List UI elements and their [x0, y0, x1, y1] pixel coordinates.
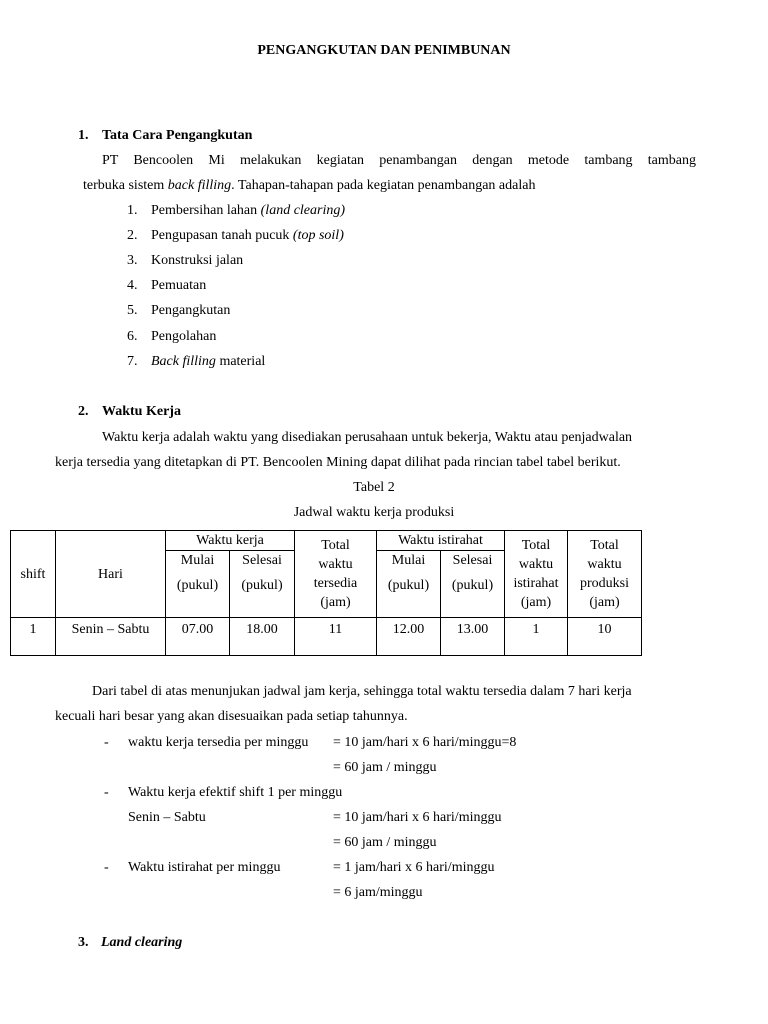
list-item: Back filling material	[151, 354, 266, 369]
calc-sublabel: Senin – Sabtu	[128, 810, 206, 825]
cell-hari: Senin – Sabtu	[56, 618, 166, 656]
section-2-number: 2.	[78, 404, 89, 419]
cell-istirahat-mulai: 12.00	[377, 618, 441, 656]
list-item-number: 5.	[127, 303, 138, 318]
section-3-heading: Land clearing	[101, 935, 183, 950]
cell-total-tersedia: 11	[295, 618, 377, 656]
list-item-number: 7.	[127, 354, 138, 369]
calc-label: Waktu istirahat per minggu	[128, 860, 281, 875]
section-1-paragraph-line-1: PT Bencoolen Mi melakukan kegiatan penambangan dengan metode tambang tambang	[102, 153, 696, 168]
cell-kerja-selesai: 18.00	[230, 618, 295, 656]
cell-total-istirahat: 1	[505, 618, 568, 656]
section-1-number: 1.	[78, 128, 89, 143]
header-istirahat-mulai: Mulai (pukul)	[377, 551, 441, 618]
section-3-number: 3.	[78, 935, 89, 950]
calc-value: = 1 jam/hari x 6 hari/minggu	[333, 860, 495, 875]
header-kerja-mulai: Mulai (pukul)	[166, 551, 230, 618]
cell-shift: 1	[11, 618, 56, 656]
section-2-paragraph-2-line-2: kecuali hari besar yang akan disesuaikan pada setiap tahunnya.	[55, 709, 408, 724]
calc-value: = 6 jam/minggu	[333, 885, 423, 900]
section-2-paragraph-line-2: kerja tersedia yang ditetapkan di PT. Bencoolen Mining dapat dilihat pada rincian tabel tabel berikut.	[55, 455, 621, 470]
calc-value: = 60 jam / minggu	[333, 835, 437, 850]
calc-dash: -	[104, 785, 109, 800]
header-total-waktu-tersedia: Total waktu tersedia (jam)	[295, 531, 377, 618]
calc-dash: -	[104, 860, 109, 875]
header-shift: shift	[11, 531, 56, 618]
section-2-paragraph-line-1: Waktu kerja adalah waktu yang disediakan perusahaan untuk bekerja, Waktu atau penjadwalan	[102, 430, 633, 445]
cell-kerja-mulai: 07.00	[166, 618, 230, 656]
list-item: Pengupasan tanah pucuk (top soil)	[151, 228, 344, 243]
table-label: Tabel 2	[353, 480, 395, 495]
header-kerja-selesai: Selesai (pukul)	[230, 551, 295, 618]
header-total-waktu-istirahat: Total waktu istirahat (jam)	[505, 531, 568, 618]
list-item-number: 1.	[127, 203, 138, 218]
header-waktu-kerja: Waktu kerja	[166, 531, 295, 551]
section-1-heading: Tata Cara Pengangkutan	[102, 128, 253, 143]
header-waktu-istirahat: Waktu istirahat	[377, 531, 505, 551]
header-istirahat-selesai: Selesai (pukul)	[441, 551, 505, 618]
cell-total-produksi: 10	[568, 618, 642, 656]
list-item: Pengolahan	[151, 329, 217, 344]
list-item: Pembersihan lahan (land clearing)	[151, 203, 346, 218]
section-2-heading: Waktu Kerja	[102, 404, 181, 419]
calc-value: = 10 jam/hari x 6 hari/minggu	[333, 810, 502, 825]
work-schedule-table	[10, 530, 642, 656]
calc-value: = 10 jam/hari x 6 hari/minggu=8	[333, 735, 517, 750]
list-item-number: 4.	[127, 278, 138, 293]
cell-istirahat-selesai: 13.00	[441, 618, 505, 656]
header-total-waktu-produksi: Total waktu produksi (jam)	[568, 531, 642, 618]
list-item: Pengangkutan	[151, 303, 231, 318]
document-title: PENGANGKUTAN DAN PENIMBUNAN	[257, 43, 511, 58]
list-item: Konstruksi jalan	[151, 253, 244, 268]
list-item-number: 2.	[127, 228, 138, 243]
calc-label: waktu kerja tersedia per minggu	[128, 735, 309, 750]
calc-value: = 60 jam / minggu	[333, 760, 437, 775]
table-caption: Jadwal waktu kerja produksi	[293, 505, 455, 520]
list-item-number: 6.	[127, 329, 138, 344]
calc-dash: -	[104, 735, 109, 750]
section-2-paragraph-2-line-1: Dari tabel di atas menunjukan jadwal jam kerja, sehingga total waktu tersedia dalam 7 hari kerja	[92, 684, 632, 699]
list-item: Pemuatan	[151, 278, 207, 293]
section-1-paragraph-line-2: terbuka sistem back filling. Tahapan-tahapan pada kegiatan penambangan adalah	[83, 178, 536, 193]
header-hari: Hari	[56, 531, 166, 618]
list-item-number: 3.	[127, 253, 138, 268]
calc-label: Waktu kerja efektif shift 1 per minggu	[128, 785, 343, 800]
table-row	[11, 618, 642, 656]
